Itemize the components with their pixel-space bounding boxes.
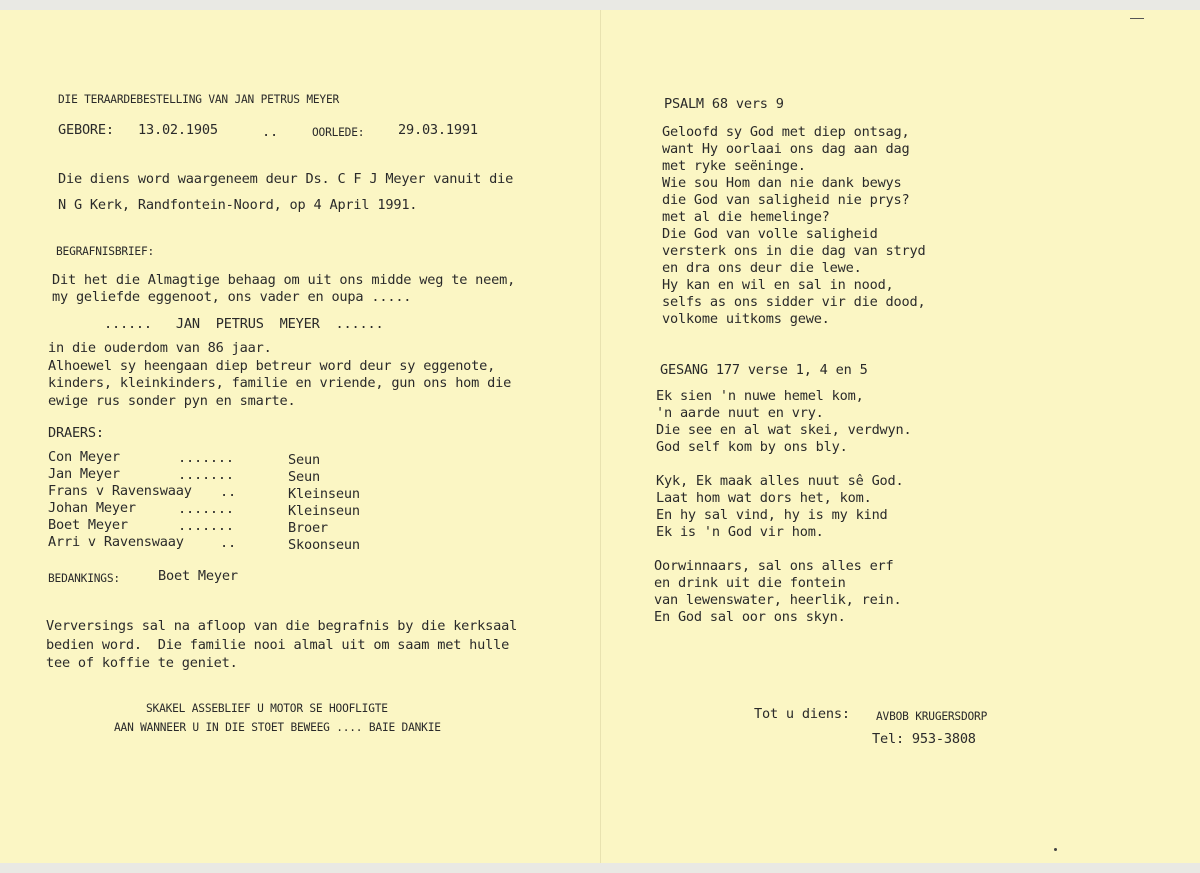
age-line: ewige rus sonder pyn en smarte. (48, 393, 296, 409)
bearers-heading: DRAERS: (48, 425, 104, 441)
deceased-name-line: ...... JAN PETRUS MEYER ...... (104, 316, 384, 332)
notice-heading: BEGRAFNISBRIEF: (56, 245, 155, 258)
psalm-heading: PSALM 68 vers 9 (664, 96, 784, 112)
bearer-relation: Kleinseun (288, 486, 360, 502)
undertaker-phone: Tel: 953-3808 (872, 731, 976, 747)
age-line: in die ouderdom van 86 jaar. (48, 340, 272, 356)
refreshment-line: bedien word. Die familie nooi almal uit om saam met hulle (46, 637, 510, 653)
center-fold (600, 10, 601, 863)
funeral-program-sheet (0, 10, 1200, 863)
hymn-verse1-line: Ek sien 'n nuwe hemel kom, (656, 388, 864, 404)
service-line: Die diens word waargeneem deur Ds. C F J Meyer vanuit die (58, 171, 514, 187)
undertaker-name: AVBOB KRUGERSDORP (876, 710, 988, 723)
hymn-verse5-line: van lewenswater, heerlik, rein. (654, 592, 902, 608)
psalm-line: volkome uitkoms gewe. (662, 311, 830, 327)
hymn-verse5-line: Oorwinnaars, sal ons alles erf (654, 558, 894, 574)
psalm-line: met al die hemelinge? (662, 209, 830, 225)
bearer-relation: Seun (288, 452, 320, 468)
bearer-dots: ....... (178, 467, 234, 483)
psalm-line: en dra ons deur die lewe. (662, 260, 862, 276)
psalm-line: selfs as ons sidder vir die dood, (662, 294, 926, 310)
bearer-dots: ....... (178, 450, 234, 466)
thanks-label: BEDANKINGS: (48, 572, 120, 585)
notice-line: my geliefde eggenoot, ons vader en oupa ..... (52, 289, 412, 305)
age-line: Alhoewel sy heengaan diep betreur word deur sy eggenote, (48, 358, 496, 374)
psalm-line: versterk ons in die dag van stryd (662, 243, 926, 259)
thanks-name: Boet Meyer (158, 568, 238, 584)
psalm-line: Geloofd sy God met diep ontsag, (662, 124, 910, 140)
psalm-line: want Hy oorlaai ons dag aan dag (662, 141, 910, 157)
psalm-line: die God van saligheid nie prys? (662, 192, 910, 208)
psalm-line: Die God van volle saligheid (662, 226, 878, 242)
paper-mark (1130, 18, 1144, 19)
psalm-line: Wie sou Hom dan nie dank bewys (662, 175, 902, 191)
psalm-line: Hy kan en wil en sal in nood, (662, 277, 894, 293)
bearer-dots: ....... (178, 518, 234, 534)
bearer-name: Frans v Ravenswaay (48, 483, 192, 499)
refreshment-line: Verversings sal na afloop van die begrafnis by die kerksaal (46, 618, 518, 634)
service-line: N G Kerk, Randfontein-Noord, op 4 April 1991. (58, 197, 418, 213)
hymn-verse4-line: Kyk, Ek maak alles nuut sê God. (656, 473, 904, 489)
age-line: kinders, kleinkinders, familie en vriende, gun ons hom die (48, 375, 512, 391)
date-separator: .. (262, 124, 278, 140)
bearer-name: Arri v Ravenswaay (48, 534, 184, 550)
bearer-dots: .. (220, 535, 236, 551)
headlights-line: SKAKEL ASSEBLIEF U MOTOR SE HOOFLIGTE (146, 702, 388, 715)
hymn-verse4-line: En hy sal vind, hy is my kind (656, 507, 888, 523)
headlights-line: AAN WANNEER U IN DIE STOET BEWEEG .... BAIE DANKIE (114, 721, 441, 734)
bearer-relation: Broer (288, 520, 328, 536)
hymn-heading: GESANG 177 verse 1, 4 en 5 (660, 362, 868, 378)
hymn-verse1-line: Die see en al wat skei, verdwyn. (656, 422, 912, 438)
service-by-label: Tot u diens: (754, 706, 850, 722)
born-label: GEBORE: (58, 122, 114, 138)
bearer-name: Boet Meyer (48, 517, 128, 533)
hymn-verse1-line: 'n aarde nuut en vry. (656, 405, 824, 421)
bearer-name: Johan Meyer (48, 500, 136, 516)
hymn-verse4-line: Ek is 'n God vir hom. (656, 524, 824, 540)
born-date: 13.02.1905 (138, 122, 218, 138)
hymn-verse5-line: En God sal oor ons skyn. (654, 609, 846, 625)
bearer-name: Con Meyer (48, 449, 120, 465)
paper-mark (1054, 848, 1057, 851)
bearer-dots: ....... (178, 501, 234, 517)
notice-line: Dit het die Almagtige behaag om uit ons midde weg te neem, (52, 272, 516, 288)
hymn-verse5-line: en drink uit die fontein (654, 575, 846, 591)
bearer-relation: Skoonseun (288, 537, 360, 553)
died-date: 29.03.1991 (398, 122, 478, 138)
refreshment-line: tee of koffie te geniet. (46, 655, 238, 671)
program-title: DIE TERAARDEBESTELLING VAN JAN PETRUS MEYER (58, 93, 340, 106)
died-label: OORLEDE: (312, 126, 365, 139)
bearer-relation: Seun (288, 469, 320, 485)
bearer-relation: Kleinseun (288, 503, 360, 519)
bearer-name: Jan Meyer (48, 466, 120, 482)
hymn-verse4-line: Laat hom wat dors het, kom. (656, 490, 872, 506)
bearer-dots: .. (220, 484, 236, 500)
hymn-verse1-line: God self kom by ons bly. (656, 439, 848, 455)
psalm-line: met ryke seëninge. (662, 158, 806, 174)
